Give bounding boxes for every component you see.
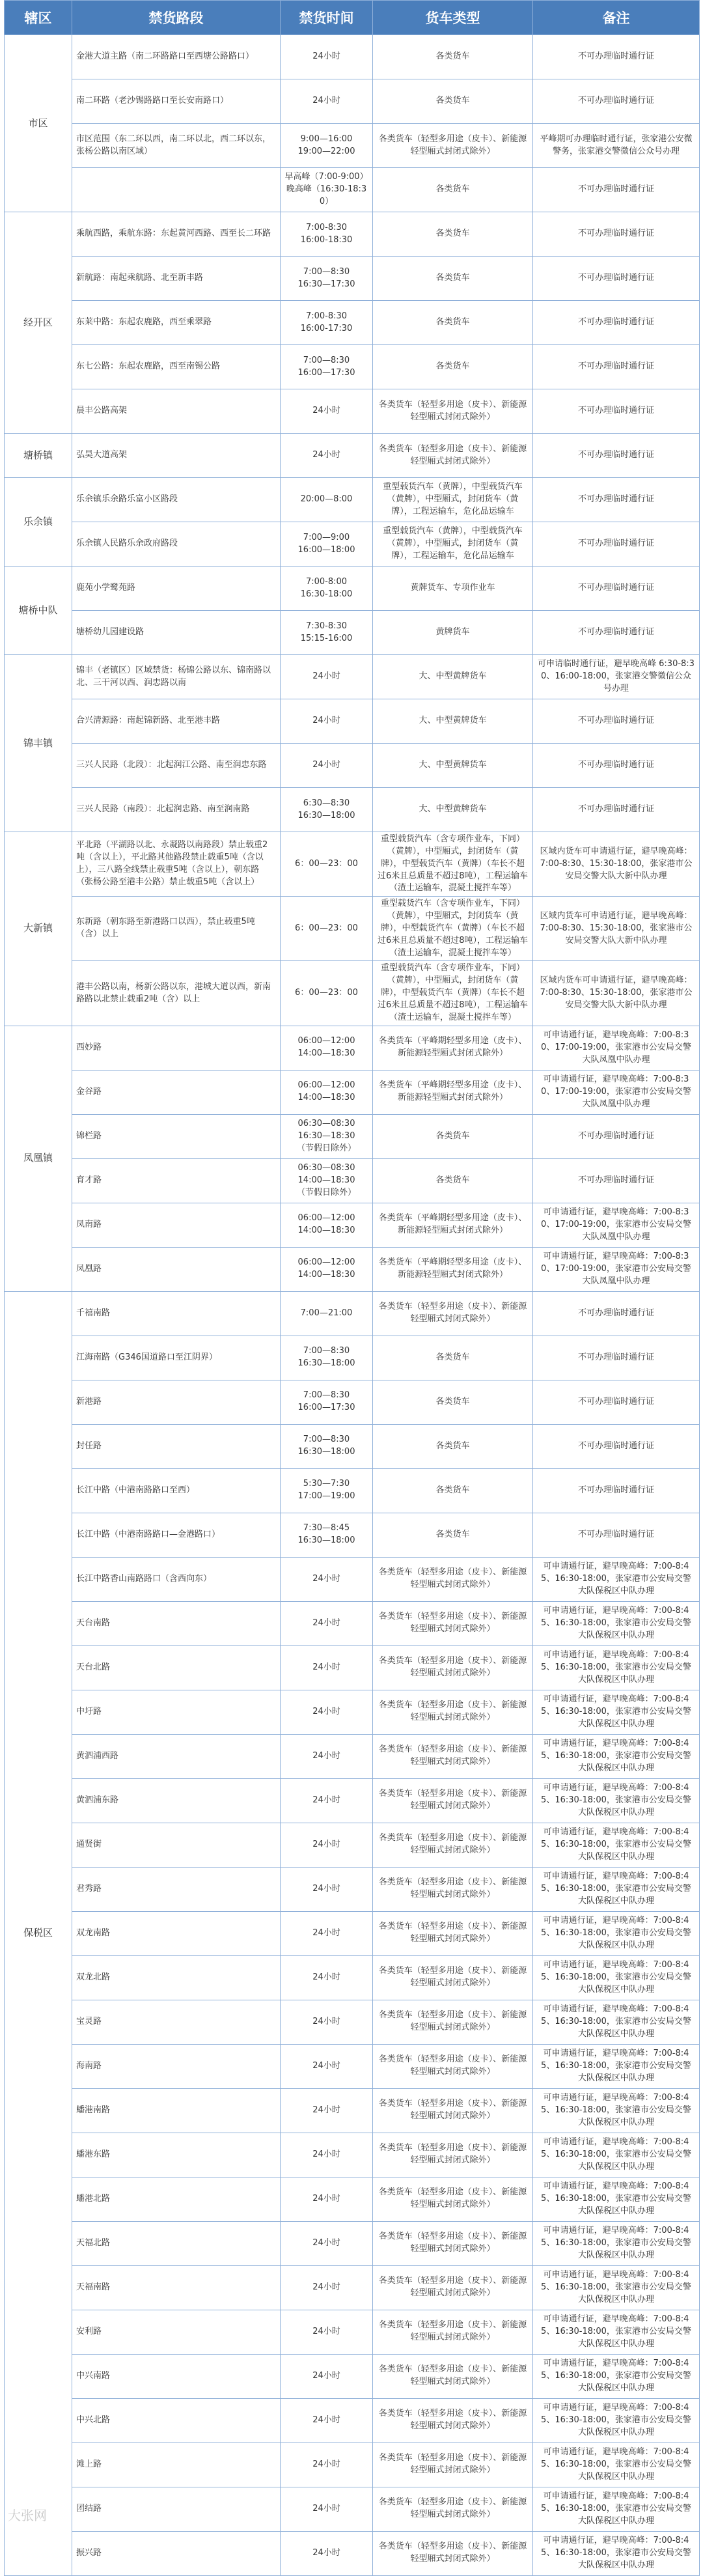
note-cell: 不可办理临时通行证 [533, 212, 700, 257]
truck-type-cell: 各类货车（平峰期轻型多用途（皮卡）、新能源轻型厢式封闭式除外） [373, 1247, 533, 1291]
road-cell: 凤凰路 [72, 1247, 281, 1291]
time-cell: 24小时 [281, 699, 373, 744]
header-time: 禁货时间 [281, 1, 373, 35]
table-row [5, 1645, 700, 1690]
time-cell: 24小时 [281, 1867, 373, 1911]
truck-type-cell: 各类货车（轻型多用途（皮卡）、新能源轻型厢式封闭式除外） [373, 1690, 533, 1734]
time-cell: 6：00—23：00 [281, 961, 373, 1026]
road-cell: 新航路：南起乘航路、北至新丰路 [72, 257, 281, 301]
header-note: 备注 [533, 1, 700, 35]
table-row [5, 2265, 700, 2310]
truck-type-cell: 黄牌货车、专项作业车 [373, 567, 533, 611]
note-cell: 可申请通行证，避早晚高峰：7:00-8:45、16:30-18:00，张家港市公安局交警大队保税区中队办理 [533, 2398, 700, 2443]
table-row [5, 1336, 700, 1380]
truck-type-cell: 各类货车（轻型多用途（皮卡）、新能源轻型厢式封闭式除外） [373, 1867, 533, 1911]
table-row [5, 478, 700, 522]
note-cell: 可申请通行证，避早晚高峰：7:00-8:45、16:30-18:00，张家港市公安局交警大队保税区中队办理 [533, 2044, 700, 2088]
table-row [5, 434, 700, 478]
truck-type-cell: 各类货车（轻型多用途（皮卡）、新能源轻型厢式封闭式除外） [373, 2398, 533, 2443]
table-row [5, 2531, 700, 2575]
note-cell: 可申请通行证，避早晚高峰：7:00-8:45、16:30-18:00，张家港市公安局交警大队保税区中队办理 [533, 1867, 700, 1911]
truck-type-cell: 各类货车（轻型多用途（皮卡）、新能源轻型厢式封闭式除外） [373, 124, 533, 168]
table-row [5, 1380, 700, 1424]
road-cell: 通贤街 [72, 1823, 281, 1867]
time-cell: 6:30—8:30 16:30—18:00 [281, 788, 373, 832]
truck-type-cell: 大、中型黄牌货车 [373, 655, 533, 699]
time-cell: 24小时 [281, 1601, 373, 1645]
truck-type-cell: 各类货车 [373, 1424, 533, 1468]
table-row [5, 611, 700, 655]
time-cell: 早高峰（7:00-9:00） 晚高峰（16:30-18:30） [281, 168, 373, 212]
road-cell: 锦栏路 [72, 1114, 281, 1158]
road-cell: 中圩路 [72, 1690, 281, 1734]
road-cell: 合兴清源路：南起锦新路、北至港丰路 [72, 699, 281, 744]
table-row [5, 2000, 700, 2044]
table-row [5, 301, 700, 345]
road-cell: 鹿苑小学鹭苑路 [72, 567, 281, 611]
truck-type-cell: 重型载货汽车（含专项作业车，下同）（黄牌），中型厢式，封闭货车（黄牌），中型载货汽车（黄牌）（车长不超过6米且总质量不超过8吨），工程运输车（渣土运输车，混凝土搅拌车等） [373, 961, 533, 1026]
table-row [5, 1867, 700, 1911]
note-cell: 区域内货车可申请通行证，避早晚高峰：7:00-8:30、15:30-18:00，张家港市公安局交警大队大新中队办理 [533, 961, 700, 1026]
watermark-logo: 大张网 [8, 2508, 47, 2523]
table-row [5, 832, 700, 897]
note-cell: 可申请通行证，避早晚高峰：7:00-8:45、16:30-18:00，张家港市公安局交警大队保税区中队办理 [533, 1778, 700, 1823]
table-row [5, 212, 700, 257]
truck-type-cell: 各类货车 [373, 345, 533, 389]
time-cell: 24小时 [281, 2177, 373, 2221]
road-cell: 天台北路 [72, 1645, 281, 1690]
road-cell: 双龙北路 [72, 1955, 281, 2000]
table-row [5, 79, 700, 124]
note-cell: 可申请通行证，避早晚高峰：7:00-8:45、16:30-18:00，张家港市公安局交警大队保税区中队办理 [533, 2310, 700, 2354]
road-cell: 安利路 [72, 2310, 281, 2354]
table-row [5, 1823, 700, 1867]
time-cell: 24小时 [281, 2088, 373, 2133]
table-row [5, 1601, 700, 1645]
table-row [5, 2088, 700, 2133]
truck-type-cell: 重型载货汽车（黄牌），中型载货汽车（黄牌），中型厢式，封闭货车（黄牌），工程运输车，危化品运输车 [373, 478, 533, 522]
time-cell: 24小时 [281, 655, 373, 699]
table-row [5, 2443, 700, 2487]
road-cell: 市区范围（东二环以西，南二环以北，西二环以东，张杨公路以南区域） [72, 124, 281, 168]
road-cell: 塘桥幼儿园建设路 [72, 611, 281, 655]
note-cell: 可申请通行证，避早晚高峰：7:00-8:45、16:30-18:00，张家港市公安局交警大队保税区中队办理 [533, 1690, 700, 1734]
time-cell: 06:00—12:00 14:00—18:30 [281, 1026, 373, 1070]
time-cell: 24小时 [281, 2398, 373, 2443]
road-cell: 天台南路 [72, 1601, 281, 1645]
time-cell: 24小时 [281, 389, 373, 434]
table-row [5, 1734, 700, 1778]
road-cell: 千禧南路 [72, 1291, 281, 1336]
note-cell: 不可办理临时通行证 [533, 434, 700, 478]
header-road: 禁货路段 [72, 1, 281, 35]
time-cell: 7:00-8:30 16:00-17:30 [281, 301, 373, 345]
time-cell: 24小时 [281, 2354, 373, 2398]
truck-type-cell: 各类货车（轻型多用途（皮卡）、新能源轻型厢式封闭式除外） [373, 2133, 533, 2177]
road-cell: 天福北路 [72, 2221, 281, 2265]
time-cell: 24小时 [281, 1645, 373, 1690]
truck-type-cell: 各类货车（轻型多用途（皮卡）、新能源轻型厢式封闭式除外） [373, 1778, 533, 1823]
table-row [5, 168, 700, 212]
time-cell: 6：00—23：00 [281, 897, 373, 961]
truck-type-cell: 各类货车（平峰期轻型多用途（皮卡）、新能源轻型厢式封闭式除外） [373, 1070, 533, 1114]
header-truck-type: 货车类型 [373, 1, 533, 35]
truck-type-cell: 各类货车 [373, 35, 533, 79]
road-cell: 港丰公路以南，杨新公路以东，港城大道以西，新南路路以北禁止载重2吨（含）以上 [72, 961, 281, 1026]
time-cell: 06:30—08:30 16:30—18:30 （节假日除外） [281, 1114, 373, 1158]
table-row [5, 35, 700, 79]
time-cell: 24小时 [281, 2133, 373, 2177]
note-cell: 不可办理临时通行证 [533, 611, 700, 655]
road-cell: 凤南路 [72, 1203, 281, 1247]
table-row [5, 2487, 700, 2531]
time-cell: 24小时 [281, 2221, 373, 2265]
road-cell: 乐余镇人民路乐余政府路段 [72, 522, 281, 567]
time-cell: 24小时 [281, 1734, 373, 1778]
time-cell: 06:30—08:30 14:00—18:30 （节假日除外） [281, 1158, 373, 1203]
table-row [5, 1026, 700, 1070]
time-cell: 24小时 [281, 1690, 373, 1734]
note-cell: 区域内货车可申请通行证，避早晚高峰：7:00-8:30、15:30-18:00，张家港市公安局交警大队大新中队办理 [533, 897, 700, 961]
table-row [5, 744, 700, 788]
truck-type-cell: 各类货车 [373, 212, 533, 257]
note-cell: 不可办理临时通行证 [533, 699, 700, 744]
road-cell: 晨丰公路高架 [72, 389, 281, 434]
note-cell: 可申请通行证，避早晚高峰：7:00-8:45、16:30-18:00，张家港市公安局交警大队保税区中队办理 [533, 2133, 700, 2177]
truck-restriction-table [4, 0, 700, 2576]
truck-type-cell: 各类货车 [373, 1158, 533, 1203]
time-cell: 06:00—12:00 14:00—18:30 [281, 1070, 373, 1114]
district-cell: 凤凰镇 [5, 1026, 72, 1291]
time-cell: 24小时 [281, 2443, 373, 2487]
road-cell: 新港路 [72, 1380, 281, 1424]
note-cell: 不可办理临时通行证 [533, 1380, 700, 1424]
truck-type-cell: 各类货车（轻型多用途（皮卡）、新能源轻型厢式封闭式除外） [373, 2044, 533, 2088]
time-cell: 06:00—12:00 14:00—18:30 [281, 1203, 373, 1247]
time-cell: 24小时 [281, 1557, 373, 1601]
note-cell: 不可办理临时通行证 [533, 788, 700, 832]
truck-type-cell: 各类货车 [373, 301, 533, 345]
note-cell: 不可办理临时通行证 [533, 1336, 700, 1380]
table-row [5, 1778, 700, 1823]
time-cell: 24小时 [281, 1955, 373, 2000]
note-cell: 可申请通行证，避早晚高峰：7:00-8:45、16:30-18:00，张家港市公安局交警大队保税区中队办理 [533, 1645, 700, 1690]
time-cell: 7:30-8:30 15:15-16:00 [281, 611, 373, 655]
table-row [5, 389, 700, 434]
district-cell: 锦丰镇 [5, 655, 72, 832]
truck-type-cell: 各类货车（轻型多用途（皮卡）、新能源轻型厢式封闭式除外） [373, 2000, 533, 2044]
truck-type-cell: 黄牌货车 [373, 611, 533, 655]
table-row [5, 1424, 700, 1468]
note-cell: 不可办理临时通行证 [533, 744, 700, 788]
truck-type-cell: 各类货车（轻型多用途（皮卡）、新能源轻型厢式封闭式除外） [373, 434, 533, 478]
road-cell: 金谷路 [72, 1070, 281, 1114]
road-cell: 海南路 [72, 2044, 281, 2088]
table-row [5, 1468, 700, 1513]
note-cell: 不可办理临时通行证 [533, 567, 700, 611]
note-cell: 不可办理临时通行证 [533, 389, 700, 434]
truck-type-cell: 各类货车（轻型多用途（皮卡）、新能源轻型厢式封闭式除外） [373, 2265, 533, 2310]
road-cell: 中兴南路 [72, 2354, 281, 2398]
road-cell: 长江中路（中港南路路口至西） [72, 1468, 281, 1513]
table-row [5, 788, 700, 832]
time-cell: 24小时 [281, 2310, 373, 2354]
time-cell: 06:00—12:00 14:00—18:30 [281, 1247, 373, 1291]
table-row [5, 124, 700, 168]
truck-type-cell: 各类货车（平峰期轻型多用途（皮卡）、新能源轻型厢式封闭式除外） [373, 1026, 533, 1070]
table-header-row [5, 1, 700, 35]
truck-type-cell: 各类货车（轻型多用途（皮卡）、新能源轻型厢式封闭式除外） [373, 2487, 533, 2531]
road-cell: 黄泗浦东路 [72, 1778, 281, 1823]
note-cell: 不可办理临时通行证 [533, 1424, 700, 1468]
road-cell: 东七公路：东起农鹿路，西至南锡公路 [72, 345, 281, 389]
table-row [5, 2310, 700, 2354]
table-row [5, 1690, 700, 1734]
note-cell: 可申请通行证，避早晚高峰：7:00-8:45、16:30-18:00，张家港市公安局交警大队保税区中队办理 [533, 2088, 700, 2133]
time-cell: 7:00—8:30 16:30—17:30 [281, 257, 373, 301]
time-cell: 24小时 [281, 79, 373, 124]
time-cell: 7:00—8:30 16:30—18:00 [281, 1336, 373, 1380]
truck-type-cell: 各类货车 [373, 1380, 533, 1424]
table-row [5, 2044, 700, 2088]
note-cell: 可申请通行证，避早晚高峰：7:00-8:45、16:30-18:00，张家港市公安局交警大队保税区中队办理 [533, 2177, 700, 2221]
truck-type-cell: 各类货车（轻型多用途（皮卡）、新能源轻型厢式封闭式除外） [373, 1734, 533, 1778]
table-row [5, 961, 700, 1026]
table-row [5, 699, 700, 744]
road-cell: 君秀路 [72, 1867, 281, 1911]
district-cell: 乐余镇 [5, 478, 72, 567]
truck-type-cell: 各类货车（轻型多用途（皮卡）、新能源轻型厢式封闭式除外） [373, 2354, 533, 2398]
note-cell: 可申请通行证，避早晚高峰：7:00-8:45、16:30-18:00，张家港市公安局交警大队保税区中队办理 [533, 2487, 700, 2531]
district-cell: 塘桥中队 [5, 567, 72, 655]
note-cell: 不可办理临时通行证 [533, 1158, 700, 1203]
table-row [5, 897, 700, 961]
road-cell: 长江中路香山南路路口（含西向东） [72, 1557, 281, 1601]
road-cell: 三兴人民路（北段）：北起润江公路、南至润忠东路 [72, 744, 281, 788]
truck-type-cell: 大、中型黄牌货车 [373, 699, 533, 744]
road-cell: 天福南路 [72, 2265, 281, 2310]
road-cell: 南二环路（老沙锡路路口至长安南路口） [72, 79, 281, 124]
road-cell: 乘航西路，乘航东路：东起黄河西路、西至长二环路 [72, 212, 281, 257]
truck-type-cell: 各类货车（轻型多用途（皮卡）、新能源轻型厢式封闭式除外） [373, 2177, 533, 2221]
district-cell: 经开区 [5, 212, 72, 434]
table-row [5, 1247, 700, 1291]
time-cell: 7:00—8:30 16:30—18:00 [281, 1424, 373, 1468]
note-cell: 可申请通行证，避早晚高峰：7:00-8:45、16:30-18:00，张家港市公安局交警大队保税区中队办理 [533, 2443, 700, 2487]
time-cell: 24小时 [281, 434, 373, 478]
note-cell: 可申请通行证，避早晚高峰：7:00-8:45、16:30-18:00，张家港市公安局交警大队保税区中队办理 [533, 2354, 700, 2398]
truck-type-cell: 各类货车 [373, 1114, 533, 1158]
time-cell: 7:00—8:30 16:00—17:30 [281, 345, 373, 389]
table-row [5, 2177, 700, 2221]
truck-type-cell: 重型载货汽车（含专项作业车，下同）（黄牌），中型厢式，封闭货车（黄牌），中型载货汽车（黄牌）（车长不超过6米且总质量不超过8吨），工程运输车（渣土运输车，混凝土搅拌车等） [373, 832, 533, 897]
time-cell: 6：00—23：00 [281, 832, 373, 897]
truck-type-cell: 大、中型黄牌货车 [373, 788, 533, 832]
truck-type-cell: 各类货车（轻型多用途（皮卡）、新能源轻型厢式封闭式除外） [373, 1557, 533, 1601]
road-cell: 东莱中路：东起农鹿路，西至乘翠路 [72, 301, 281, 345]
time-cell: 24小时 [281, 2044, 373, 2088]
district-cell: 塘桥镇 [5, 434, 72, 478]
note-cell: 不可办理临时通行证 [533, 79, 700, 124]
truck-type-cell: 大、中型黄牌货车 [373, 744, 533, 788]
road-cell: 蟠港南路 [72, 2088, 281, 2133]
road-cell: 长江中路（中港南路路口—金港路口） [72, 1513, 281, 1557]
note-cell: 可申请通行证，避早晚高峰：7:00-8:45、16:30-18:00，张家港市公安局交警大队保税区中队办理 [533, 1823, 700, 1867]
road-cell: 振兴路 [72, 2531, 281, 2575]
table-row [5, 2398, 700, 2443]
time-cell: 7:30—8:45 16:30—18:00 [281, 1513, 373, 1557]
road-cell [72, 168, 281, 212]
note-cell: 不可办理临时通行证 [533, 168, 700, 212]
road-cell: 黄泗浦西路 [72, 1734, 281, 1778]
table-row [5, 655, 700, 699]
note-cell: 不可办理临时通行证 [533, 1513, 700, 1557]
note-cell: 可申请通行证，避早晚高峰：7:00-8:45、16:30-18:00，张家港市公安局交警大队保税区中队办理 [533, 2531, 700, 2575]
road-cell: 蟠港东路 [72, 2133, 281, 2177]
table-row [5, 1291, 700, 1336]
truck-type-cell: 各类货车 [373, 1513, 533, 1557]
table-row [5, 1114, 700, 1158]
truck-type-cell: 各类货车（轻型多用途（皮卡）、新能源轻型厢式封闭式除外） [373, 2443, 533, 2487]
road-cell: 团结路 [72, 2487, 281, 2531]
truck-type-cell: 各类货车（轻型多用途（皮卡）、新能源轻型厢式封闭式除外） [373, 2221, 533, 2265]
time-cell: 24小时 [281, 2265, 373, 2310]
table-row [5, 1955, 700, 2000]
truck-type-cell: 各类货车（轻型多用途（皮卡）、新能源轻型厢式封闭式除外） [373, 1955, 533, 2000]
note-cell: 可申请通行证，避早晚高峰：7:00-8:45、16:30-18:00，张家港市公安局交警大队保税区中队办理 [533, 1955, 700, 2000]
note-cell: 不可办理临时通行证 [533, 301, 700, 345]
time-cell: 24小时 [281, 35, 373, 79]
truck-type-cell: 各类货车（轻型多用途（皮卡）、新能源轻型厢式封闭式除外） [373, 2310, 533, 2354]
truck-type-cell: 各类货车（轻型多用途（皮卡）、新能源轻型厢式封闭式除外） [373, 2088, 533, 2133]
road-cell: 锦丰（老镇区）区域禁货：杨锦公路以东、锦南路以北、三干河以西、润忠路以南 [72, 655, 281, 699]
time-cell: 9:00—16:00 19:00—22:00 [281, 124, 373, 168]
note-cell: 不可办理临时通行证 [533, 1114, 700, 1158]
road-cell: 金港大道主路（南二环路路口至西塘公路路口） [72, 35, 281, 79]
note-cell: 可申请通行证，避早晚高峰：7:00-8:45、16:30-18:00，张家港市公安局交警大队保税区中队办理 [533, 1734, 700, 1778]
note-cell: 不可办理临时通行证 [533, 1291, 700, 1336]
note-cell: 可申请通行证，避早晚高峰：7:00-8:45、16:30-18:00，张家港市公安局交警大队保税区中队办理 [533, 2221, 700, 2265]
truck-type-cell: 重型载货汽车（含专项作业车，下同）（黄牌），中型厢式，封闭货车（黄牌），中型载货汽车（黄牌）（车长不超过6米且总质量不超过8吨），工程运输车（渣土运输车，混凝土搅拌车等） [373, 897, 533, 961]
table-row [5, 2354, 700, 2398]
note-cell: 可申请通行证，避早晚高峰：7:00-8:45、16:30-18:00，张家港市公安局交警大队保税区中队办理 [533, 2265, 700, 2310]
time-cell: 20:00—8:00 [281, 478, 373, 522]
note-cell: 可申请通行证，避早晚高峰：7:00-8:30、17:00-19:00，张家港市公安局交警大队凤凰中队办理 [533, 1070, 700, 1114]
time-cell: 7:00—21:00 [281, 1291, 373, 1336]
road-cell: 平北路（平湖路以北、永凝路以南路段）禁止载重2吨（含以上），平北路其他路段禁止载重5吨（含以上），三八路全线禁止载重5吨（含以上），朝东路（张杨公路至港丰公路）禁止载重5吨（含以上） [72, 832, 281, 897]
table-row [5, 1203, 700, 1247]
road-cell: 江海南路（G346国道路口至江阴界） [72, 1336, 281, 1380]
road-cell: 育才路 [72, 1158, 281, 1203]
note-cell: 不可办理临时通行证 [533, 35, 700, 79]
note-cell: 不可办理临时通行证 [533, 478, 700, 522]
truck-type-cell: 各类货车（轻型多用途（皮卡）、新能源轻型厢式封闭式除外） [373, 1823, 533, 1867]
note-cell: 不可办理临时通行证 [533, 522, 700, 567]
note-cell: 可申请通行证，避早晚高峰：7:00-8:30、17:00-19:00，张家港市公安局交警大队凤凰中队办理 [533, 1203, 700, 1247]
note-cell: 可申请通行证，避早晚高峰：7:00-8:30、17:00-19:00，张家港市公安局交警大队凤凰中队办理 [533, 1247, 700, 1291]
road-cell: 弘昊大道高架 [72, 434, 281, 478]
road-cell: 宝灵路 [72, 2000, 281, 2044]
table-row [5, 522, 700, 567]
time-cell: 24小时 [281, 744, 373, 788]
time-cell: 7:00—9:00 16:00—18:00 [281, 522, 373, 567]
road-cell: 西妙路 [72, 1026, 281, 1070]
table-row [5, 1911, 700, 1955]
district-cell: 大新镇 [5, 832, 72, 1026]
time-cell: 5:30—7:30 17:00—19:00 [281, 1468, 373, 1513]
truck-type-cell: 各类货车（轻型多用途（皮卡）、新能源轻型厢式封闭式除外） [373, 1645, 533, 1690]
table-body [5, 35, 700, 2576]
road-cell: 蟠港北路 [72, 2177, 281, 2221]
note-cell: 区域内货车可申请通行证，避早晚高峰：7:00-8:30、15:30-18:00，张家港市公安局交警大队大新中队办理 [533, 832, 700, 897]
road-cell: 双龙南路 [72, 1911, 281, 1955]
table-row [5, 2133, 700, 2177]
truck-type-cell: 各类货车 [373, 1336, 533, 1380]
note-cell: 可申请通行证，避早晚高峰：7:00-8:45、16:30-18:00，张家港市公安局交警大队保税区中队办理 [533, 1911, 700, 1955]
note-cell: 可申请通行证，避早晚高峰：7:00-8:45、16:30-18:00，张家港市公安局交警大队保税区中队办理 [533, 1557, 700, 1601]
time-cell: 24小时 [281, 1823, 373, 1867]
table-row [5, 257, 700, 301]
road-cell: 滩上路 [72, 2443, 281, 2487]
note-cell: 平峰期可办理临时通行证，张家港公安微警务，张家港交警微信公众号办理 [533, 124, 700, 168]
note-cell: 不可办理临时通行证 [533, 257, 700, 301]
truck-type-cell: 各类货车 [373, 168, 533, 212]
truck-type-cell: 各类货车（轻型多用途（皮卡）、新能源轻型厢式封闭式除外） [373, 389, 533, 434]
table-row [5, 1557, 700, 1601]
time-cell: 24小时 [281, 2531, 373, 2575]
district-cell: 保税区 [5, 1291, 72, 2575]
note-cell: 可申请临时通行证，避早晚高峰 6:30-8:30、16:00-18:00，张家港交警微信公众号办理 [533, 655, 700, 699]
time-cell: 7:00—8:30 16:00—17:30 [281, 1380, 373, 1424]
time-cell: 24小时 [281, 2000, 373, 2044]
time-cell: 24小时 [281, 2487, 373, 2531]
road-cell: 乐余镇乐余路乐富小区路段 [72, 478, 281, 522]
note-cell: 不可办理临时通行证 [533, 345, 700, 389]
truck-type-cell: 各类货车 [373, 79, 533, 124]
table-row [5, 567, 700, 611]
time-cell: 24小时 [281, 1778, 373, 1823]
truck-type-cell: 各类货车（轻型多用途（皮卡）、新能源轻型厢式封闭式除外） [373, 1291, 533, 1336]
road-cell: 东新路（朝东路至新港路口以西），禁止载重5吨（含）以上 [72, 897, 281, 961]
header-district: 辖区 [5, 1, 72, 35]
road-cell: 封任路 [72, 1424, 281, 1468]
truck-type-cell: 各类货车（轻型多用途（皮卡）、新能源轻型厢式封闭式除外） [373, 1601, 533, 1645]
truck-type-cell: 各类货车（轻型多用途（皮卡）、新能源轻型厢式封闭式除外） [373, 2531, 533, 2575]
district-cell: 市区 [5, 35, 72, 212]
time-cell: 7:00-8:30 16:00-18:30 [281, 212, 373, 257]
road-cell: 三兴人民路（南段）：北起润忠路、南至润南路 [72, 788, 281, 832]
truck-type-cell: 各类货车（平峰期轻型多用途（皮卡）、新能源轻型厢式封闭式除外） [373, 1203, 533, 1247]
note-cell: 可申请通行证，避早晚高峰：7:00-8:45、16:30-18:00，张家港市公安局交警大队保税区中队办理 [533, 2000, 700, 2044]
table-row [5, 2221, 700, 2265]
table-row [5, 345, 700, 389]
truck-type-cell: 各类货车 [373, 257, 533, 301]
truck-type-cell: 各类货车（轻型多用途（皮卡）、新能源轻型厢式封闭式除外） [373, 1911, 533, 1955]
truck-type-cell: 各类货车 [373, 1468, 533, 1513]
note-cell: 不可办理临时通行证 [533, 1468, 700, 1513]
time-cell: 24小时 [281, 1911, 373, 1955]
truck-type-cell: 重型载货汽车（黄牌），中型载货汽车（黄牌），中型厢式，封闭货车（黄牌），工程运输车，危化品运输车 [373, 522, 533, 567]
table-row [5, 1158, 700, 1203]
table-row [5, 1070, 700, 1114]
note-cell: 可申请通行证，避早晚高峰：7:00-8:30、17:00-19:00，张家港市公安局交警大队凤凰中队办理 [533, 1026, 700, 1070]
table-row [5, 1513, 700, 1557]
note-cell: 可申请通行证，避早晚高峰：7:00-8:45、16:30-18:00，张家港市公安局交警大队保税区中队办理 [533, 1601, 700, 1645]
road-cell: 中兴北路 [72, 2398, 281, 2443]
time-cell: 7:00-8:00 16:30-18:00 [281, 567, 373, 611]
